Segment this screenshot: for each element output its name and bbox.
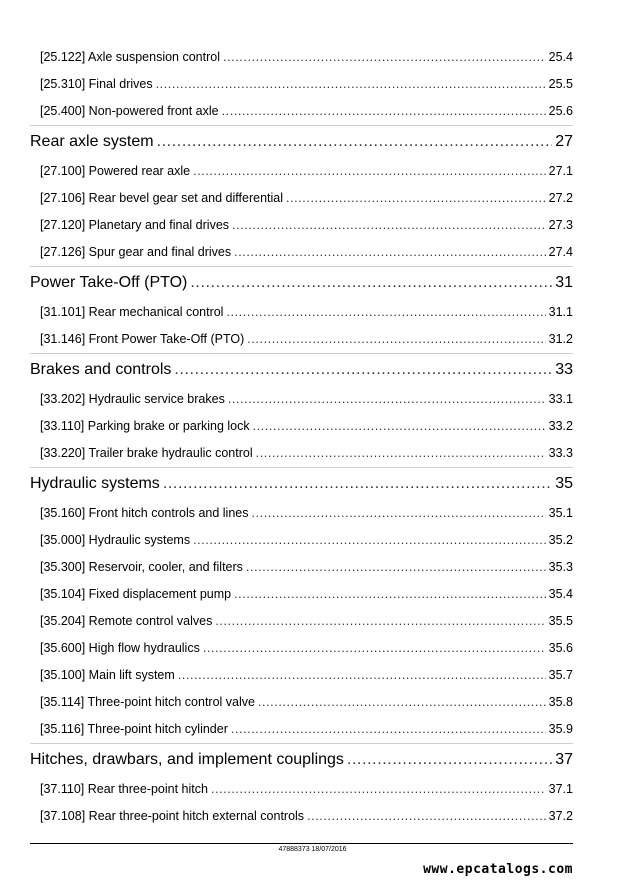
toc-page-number: 27.2 <box>548 191 573 205</box>
toc-section-name: Front hitch controls and lines <box>88 506 249 520</box>
toc-section-entry[interactable] <box>30 71 573 98</box>
toc-section-entry[interactable] <box>30 440 573 467</box>
dot-leader <box>234 581 546 608</box>
toc-section-name: Fixed displacement pump <box>88 587 232 601</box>
toc-section-code: [31.101] <box>40 305 86 319</box>
dot-leader <box>253 413 546 440</box>
toc-section-title <box>40 581 231 608</box>
toc-section-code: [35.160] <box>40 506 86 520</box>
toc-section-name: Axle suspension control <box>87 50 221 64</box>
toc-chapter-entry[interactable] <box>30 743 573 776</box>
dot-leader <box>215 608 545 635</box>
toc-section-code: [33.220] <box>40 446 86 460</box>
toc-section-title <box>40 158 190 185</box>
toc-section-entry[interactable] <box>30 608 573 635</box>
toc-section-name: Spur gear and final drives <box>88 245 232 259</box>
toc-section-name: Trailer brake hydraulic control <box>88 446 253 460</box>
toc-section-title <box>40 239 231 266</box>
dot-leader <box>157 126 552 158</box>
toc-section-code: [25.122] <box>40 50 86 64</box>
dot-leader <box>286 185 546 212</box>
dot-leader <box>163 468 552 500</box>
toc-page-number: 37.1 <box>548 782 573 796</box>
toc-page-number: 31.2 <box>548 332 573 346</box>
toc-section-name: Rear three-point hitch <box>87 782 208 796</box>
dot-leader <box>307 803 546 830</box>
toc-section-name: Non-powered front axle <box>88 104 219 118</box>
toc-section-entry[interactable] <box>30 98 573 125</box>
toc-section-title <box>40 500 248 527</box>
toc-page-number: 25.6 <box>548 104 573 118</box>
toc-section-name: Powered rear axle <box>88 164 191 178</box>
toc-page-number: 35.1 <box>548 506 573 520</box>
toc-section-name: Planetary and final drives <box>88 218 230 232</box>
toc-chapter-entry[interactable] <box>30 266 573 299</box>
toc-chapter-title: Power Take-Off (PTO) <box>30 274 188 291</box>
toc-section-title <box>40 527 190 554</box>
toc-section-name: Hydraulic systems <box>88 533 191 547</box>
toc-section-title <box>40 299 223 326</box>
toc-section-code: [37.110] <box>40 782 85 796</box>
toc-section-code: [27.106] <box>40 191 86 205</box>
toc-section-title <box>40 689 255 716</box>
toc-section-name: Rear three-point hitch external controls <box>88 809 305 823</box>
toc-section-name: Reservoir, cooler, and filters <box>88 560 243 574</box>
toc-section-title <box>40 44 220 71</box>
toc-page-number: 27.3 <box>548 218 573 232</box>
toc-section-code: [35.116] <box>40 722 85 736</box>
dot-leader <box>226 299 545 326</box>
watermark-url[interactable]: www.epcatalogs.com <box>423 862 573 877</box>
toc-page-number: 27.4 <box>548 245 573 259</box>
toc-page-number: 31 <box>555 274 573 291</box>
dot-leader <box>223 44 546 71</box>
toc-section-name: Front Power Take-Off (PTO) <box>88 332 245 346</box>
toc-section-name: Remote control valves <box>88 614 213 628</box>
toc-section-title <box>40 98 219 125</box>
toc-section-title <box>40 803 304 830</box>
toc-section-entry[interactable] <box>30 413 573 440</box>
toc-page-number: 35.5 <box>548 614 573 628</box>
toc-section-code: [35.204] <box>40 614 86 628</box>
toc-section-title <box>40 635 200 662</box>
toc-section-entry[interactable] <box>30 581 573 608</box>
toc-section-title <box>40 185 283 212</box>
toc-section-code: [35.000] <box>40 533 86 547</box>
toc-section-entry[interactable] <box>30 803 573 830</box>
toc-section-title <box>40 71 153 98</box>
toc-section-entry[interactable] <box>30 44 573 71</box>
dot-leader <box>156 71 546 98</box>
dot-leader <box>232 212 546 239</box>
dot-leader <box>258 689 546 716</box>
toc-page-number: 33.2 <box>548 419 573 433</box>
dot-leader <box>347 744 552 776</box>
dot-leader <box>211 776 546 803</box>
toc-section-code: [27.120] <box>40 218 86 232</box>
toc-section-entry[interactable] <box>30 299 573 326</box>
toc-chapter-title: Hitches, drawbars, and implement couplings <box>30 751 344 768</box>
toc-section-title <box>40 326 244 353</box>
toc-section-title <box>40 212 229 239</box>
dot-leader <box>190 267 552 299</box>
toc-section-entry[interactable] <box>30 527 573 554</box>
dot-leader <box>203 635 546 662</box>
toc-section-title <box>40 440 253 467</box>
toc-chapter-entry[interactable] <box>30 125 573 158</box>
toc-section-entry[interactable] <box>30 500 573 527</box>
toc-section-code: [25.400] <box>40 104 86 118</box>
toc-page-number: 35 <box>555 475 573 492</box>
toc-page-number: 37 <box>555 751 573 768</box>
dot-leader <box>174 354 552 386</box>
toc-page-number: 35.4 <box>548 587 573 601</box>
toc-section-title <box>40 776 208 803</box>
toc-section-code: [37.108] <box>40 809 86 823</box>
toc-page-number: 27.1 <box>548 164 573 178</box>
toc-page-number: 25.5 <box>548 77 573 91</box>
toc-section-code: [35.300] <box>40 560 86 574</box>
toc-section-entry[interactable] <box>30 158 573 185</box>
toc-page-number: 35.7 <box>548 668 573 682</box>
footer-divider <box>30 843 573 844</box>
toc-section-code: [35.100] <box>40 668 86 682</box>
toc-section-entry[interactable] <box>30 776 573 803</box>
toc-section-name: Three-point hitch cylinder <box>87 722 228 736</box>
toc-section-title <box>40 413 250 440</box>
toc-section-name: High flow hydraulics <box>88 641 200 655</box>
toc-page-number: 35.9 <box>548 722 573 736</box>
toc-section-entry[interactable] <box>30 554 573 581</box>
toc-section-entry[interactable] <box>30 716 573 743</box>
toc-section-title <box>40 554 243 581</box>
toc-section-entry[interactable] <box>30 689 573 716</box>
toc-section-code: [31.146] <box>40 332 86 346</box>
toc-page-number: 35.2 <box>548 533 573 547</box>
footer-doc-reference: 47888373 18/07/2016 <box>278 846 347 853</box>
toc-page-number: 35.8 <box>548 695 573 709</box>
dot-leader <box>228 386 546 413</box>
dot-leader <box>231 716 546 743</box>
toc-section-name: Rear mechanical control <box>88 305 224 319</box>
dot-leader <box>178 662 546 689</box>
dot-leader <box>222 98 546 125</box>
dot-leader <box>193 158 546 185</box>
toc-section-entry[interactable] <box>30 326 573 353</box>
toc-section-title <box>40 386 225 413</box>
toc-section-entry[interactable] <box>30 662 573 689</box>
toc-page-number: 35.6 <box>548 641 573 655</box>
toc-page-number: 33.1 <box>548 392 573 406</box>
toc-section-name: Three-point hitch control valve <box>87 695 255 709</box>
toc-page-number: 35.3 <box>548 560 573 574</box>
toc-page-number: 27 <box>555 133 573 150</box>
toc-chapter-title: Hydraulic systems <box>30 475 160 492</box>
toc-chapter-title: Brakes and controls <box>30 361 172 378</box>
toc-section-entry[interactable] <box>30 386 573 413</box>
toc-section-code: [35.104] <box>40 587 86 601</box>
toc-section-name: Main lift system <box>88 668 175 682</box>
toc-section-code: [33.202] <box>40 392 86 406</box>
toc-section-entry[interactable] <box>30 212 573 239</box>
toc-section-entry[interactable] <box>30 239 573 266</box>
toc-section-code: [27.126] <box>40 245 86 259</box>
table-of-contents <box>30 44 573 830</box>
dot-leader <box>251 500 545 527</box>
toc-section-title <box>40 608 212 635</box>
toc-section-code: [35.114] <box>40 695 85 709</box>
dot-leader <box>256 440 546 467</box>
toc-section-code: [35.600] <box>40 641 86 655</box>
dot-leader <box>234 239 546 266</box>
toc-section-code: [33.110] <box>40 419 85 433</box>
toc-section-code: [27.100] <box>40 164 86 178</box>
toc-section-title <box>40 716 228 743</box>
toc-page-number: 31.1 <box>548 305 573 319</box>
dot-leader <box>247 326 545 353</box>
toc-page-number: 33.3 <box>548 446 573 460</box>
toc-section-name: Parking brake or parking lock <box>87 419 250 433</box>
toc-section-title <box>40 662 175 689</box>
toc-section-entry[interactable] <box>30 635 573 662</box>
toc-section-name: Rear bevel gear set and differential <box>88 191 284 205</box>
dot-leader <box>246 554 546 581</box>
toc-chapter-entry[interactable] <box>30 467 573 500</box>
toc-section-code: [25.310] <box>40 77 86 91</box>
toc-section-name: Hydraulic service brakes <box>88 392 225 406</box>
toc-page-number: 25.4 <box>548 50 573 64</box>
dot-leader <box>193 527 546 554</box>
toc-section-entry[interactable] <box>30 185 573 212</box>
toc-chapter-title: Rear axle system <box>30 133 154 150</box>
toc-chapter-entry[interactable] <box>30 353 573 386</box>
toc-section-name: Final drives <box>88 77 153 91</box>
toc-page-number: 37.2 <box>548 809 573 823</box>
toc-page-number: 33 <box>555 361 573 378</box>
